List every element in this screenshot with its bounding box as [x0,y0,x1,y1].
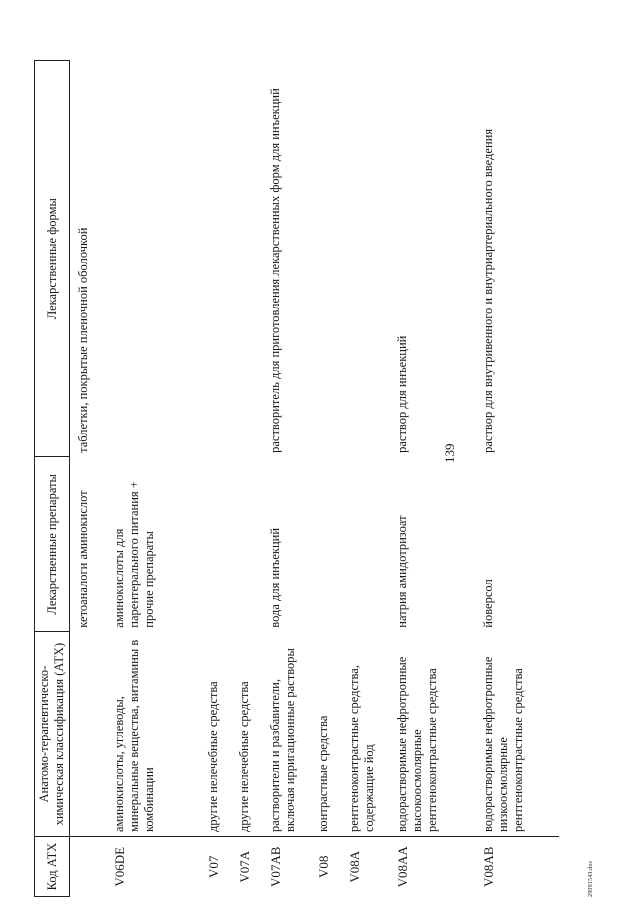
table-row [252,61,308,897]
header-forms: Лекарственные формы [35,61,70,457]
cell-forms [104,61,190,457]
cell-drugs: йоверсол [481,579,495,628]
header-classification: Анатомо-терапевтическо-химическая классификация (АТХ) [35,632,70,837]
cell-classification: водорастворимые нефротропные низкоосмолярные рентгеноконтрастные средства [473,632,559,837]
cell-forms [221,61,252,457]
document-filename: 2909154З.doc [588,860,594,897]
cell-classification: контрастные средства [308,632,331,837]
cell-forms: растворитель для приготовления лекарственных форм для инъекций [268,88,282,453]
cell-classification: водорастворимые нефротропные высокоосмолярные рентгеноконтрастные средства [387,632,473,837]
cell-classification: другие нелечебные средства [190,632,221,837]
cell-drugs [331,457,387,632]
cell-forms [331,61,387,457]
cell-classification: растворители и разбавители, включая ирригационные растворы [252,632,308,837]
cell-classification: другие нелечебные средства [221,632,252,837]
table-row [308,61,331,897]
cell-classification: рентгеноконтрастные средства, содержащие йод [331,632,387,837]
atx-table [34,60,559,897]
cell-code: V08AB [481,846,496,887]
cell-forms [308,61,331,457]
table-row [190,61,221,897]
cell-drugs: натрия амидотризоат [395,515,409,628]
cell-forms: раствор для инъекций [395,335,409,453]
cell-code: V07A [237,850,252,883]
cell-forms: раствор для внутривенного и внутриартериального введения [481,128,495,453]
cell-code: V08AA [395,846,410,888]
cell-code: V08A [347,850,362,883]
cell-drugs [221,457,252,632]
cell-drugs: аминокислоты для парентерального питания + прочие препараты [112,481,156,628]
cell-drugs [308,457,331,632]
table-row [331,61,387,897]
cell-code: V08 [316,855,331,878]
cell-drugs [190,457,221,632]
cell-forms: таблетки, покрытые пленочной оболочкой [76,227,90,453]
table-header-row [35,61,70,897]
page-number: 139 [442,443,457,463]
cell-drugs: кетоаналоги аминокислот [76,490,90,628]
table-row [473,61,559,897]
header-code: Код АТХ [35,837,70,897]
table-row [70,61,105,897]
cell-code: V06DE [112,846,127,887]
cell-drugs: вода для инъекций [268,527,282,628]
cell-classification [70,632,105,837]
header-drugs: Лекарственные препараты [35,457,70,632]
table-row [221,61,252,897]
table-row [387,61,473,897]
cell-classification: аминокислоты, углеводы, минеральные вещества, витамины в комбинации [104,632,190,837]
cell-code: V07 [206,855,221,878]
cell-code [70,837,105,897]
cell-code: V07AB [268,846,283,887]
cell-forms [190,61,221,457]
table-row [104,61,190,897]
